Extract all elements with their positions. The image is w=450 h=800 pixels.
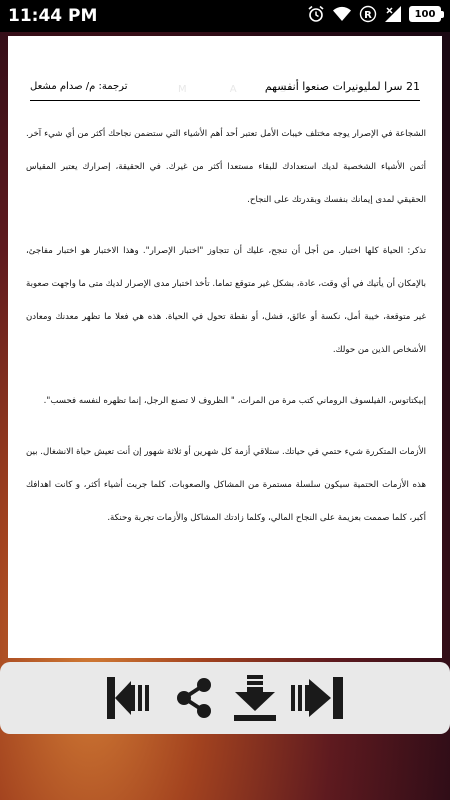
- battery-level: 100: [409, 6, 441, 22]
- signal-icon: [384, 5, 402, 23]
- download-button[interactable]: [225, 669, 285, 727]
- first-page-button[interactable]: [98, 669, 158, 727]
- status-time: 11:44 PM: [8, 6, 98, 26]
- document-body: [26, 118, 426, 553]
- status-bar: [0, 0, 450, 32]
- registered-icon: [359, 5, 377, 23]
- paragraph: تذكر: الحياة كلها اختبار. من أجل أن تنجح، عليك أن تتجاوز "اختبار الإصرار". وهذا الاختبار هو اختبار مفاجئ، بالإمكان أن يأتيك في أي وقت، عادة، بشكل غير متوقع تماما. تأخذ اختبار مدى الإصرار لديك متى ما واجهت صعوبة غير متوقعة، خيبة أمل، نكسة أو عائق، فشل، أو نقطة تحول في الحياة. هذه هي فعلا ما تظهر معدنك ومعادن الأشخاص الذين من حولك.: [26, 246, 426, 355]
- svg-text:R: R: [364, 10, 372, 21]
- next-arrow-icon: [289, 673, 347, 723]
- watermark: M A S: [178, 84, 307, 95]
- document-page[interactable]: [8, 36, 442, 658]
- download-icon: [231, 673, 279, 723]
- battery-icon: [409, 6, 444, 22]
- share-icon: [174, 676, 214, 720]
- share-button[interactable]: [164, 669, 224, 727]
- next-page-button[interactable]: [288, 669, 348, 727]
- status-icons: [307, 5, 444, 23]
- skip-to-start-icon: [103, 673, 153, 723]
- bottom-toolbar: [0, 662, 450, 734]
- paragraph: إبيكتاتوس، الفيلسوف الروماني كتب مرة من المرات، " الظروف لا تصنع الرجل، إنما تظهره لنفسه فحسب".: [43, 396, 426, 406]
- document-header-translator: ترجمة: م/ صدام مشعل: [30, 81, 128, 92]
- wifi-icon: [332, 5, 352, 23]
- document-header: [30, 80, 420, 101]
- paragraph: الشجاعة في الإصرار يوجه مختلف خيبات الأمل تعتبر أحد أهم الأشياء التي ستضمن نجاحك أكثر من أي شيء آخر. أثمن الأشياء الشخصية لديك استعدادك للبقاء مستعدا أكثر من غيرك. في الحقيقة، إصرارك يعتبر المقياس الحقيقي لمدى إيمانك بنفسك وبقدرتك على النجاح.: [26, 129, 426, 205]
- document-header-title: 21 سرا لمليونيرات صنعوا أنفسهم: [264, 80, 420, 93]
- paragraph: الأزمات المتكررة شيء حتمي في حياتك. ستلاقي أزمة كل شهرين أو ثلاثة شهور إن أنت تعيش حياة الانشغال. بين هذه الأزمات الحتمية سيكون سلسلة مستمرة من المشاكل والصعوبات. كلما جربت أشياء أكثر، و كانت اهدافك أكبر، كلما صممت بعزيمة على النجاح المالي، وكلما زادتك المشاكل والأزمات تجربة وحنكة.: [26, 447, 426, 523]
- alarm-icon: [307, 5, 325, 23]
